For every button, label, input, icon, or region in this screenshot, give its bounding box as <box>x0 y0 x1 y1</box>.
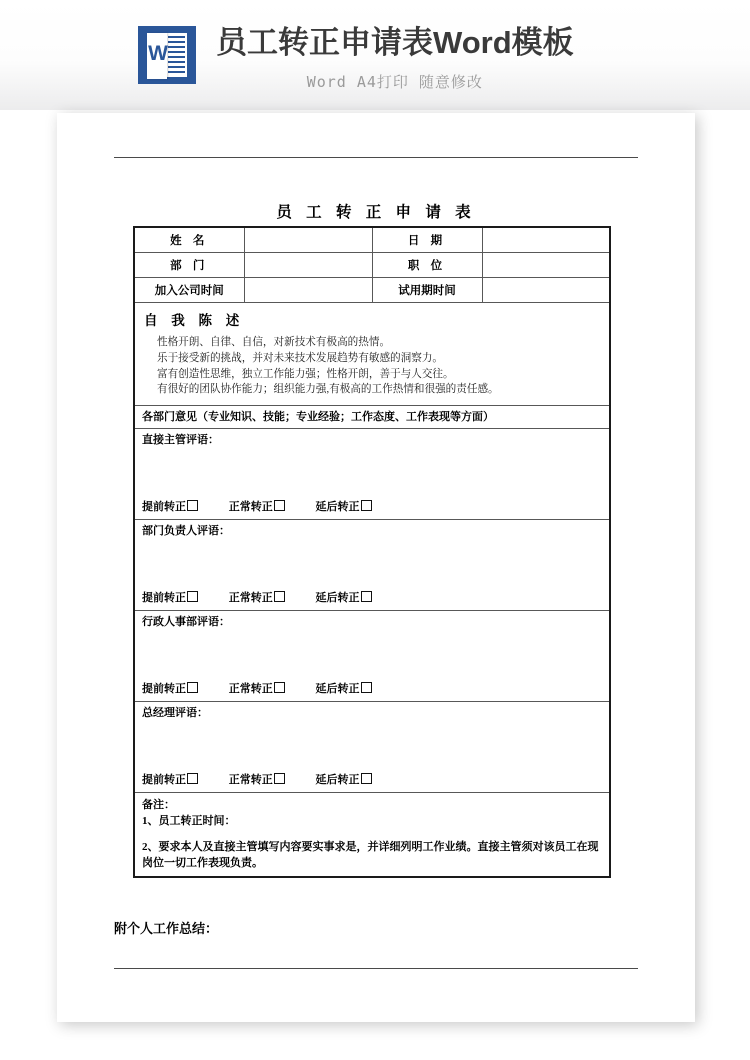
option-label: 正常转正 <box>228 774 273 786</box>
remarks-spacer <box>142 829 603 839</box>
comment-options <box>135 773 609 792</box>
option-normal-confirm[interactable] <box>229 773 285 788</box>
self-statement-line: 有很好的团队协作能力；组织能力强,有极高的工作热情和很强的责任感。 <box>157 384 499 395</box>
remarks-item-2: 2、要求本人及直接主管填写内容要实事求是，并详细列明工作业绩。直接主管须对该员工在现岗位一切工作表现负责。 <box>142 841 599 869</box>
comment-section-row <box>134 611 610 702</box>
option-early-confirm[interactable] <box>142 500 198 515</box>
remarks-title: 备注： <box>142 799 175 811</box>
departments-opinion-header: 各部门意见（专业知识、技能；专业经验；工作态度、工作表现等方面） <box>134 406 610 429</box>
checkbox-icon[interactable] <box>274 682 285 693</box>
header-rule <box>114 157 638 158</box>
checkbox-icon[interactable] <box>187 773 198 784</box>
comment-label: 总经理评语： <box>142 707 208 719</box>
option-label: 延后转正 <box>315 592 360 604</box>
banner-content <box>138 24 574 92</box>
comment-input-area[interactable] <box>135 539 609 591</box>
comment-section-row <box>134 702 610 793</box>
option-label: 正常转正 <box>228 683 273 695</box>
field-value-join-date[interactable] <box>244 278 372 303</box>
comment-input-area[interactable] <box>135 630 609 682</box>
field-value-name[interactable] <box>244 227 372 253</box>
option-label: 提前转正 <box>142 683 186 695</box>
option-normal-confirm[interactable] <box>229 500 285 515</box>
self-statement-title: 自 我 陈 述 <box>144 313 245 328</box>
option-delayed-confirm[interactable] <box>316 591 372 606</box>
banner-text-group <box>216 24 574 92</box>
comment-options <box>135 500 609 519</box>
comment-section-general-manager <box>134 702 610 793</box>
option-label: 提前转正 <box>142 592 186 604</box>
comment-section-department-head <box>134 520 610 611</box>
comment-section-hr-admin <box>134 611 610 702</box>
checkbox-icon[interactable] <box>361 682 372 693</box>
option-label: 提前转正 <box>142 501 186 513</box>
option-label: 延后转正 <box>315 774 360 786</box>
remarks-cell <box>134 793 610 878</box>
option-early-confirm[interactable] <box>142 773 198 788</box>
banner-title: 员工转正申请表Word模板 <box>216 25 574 60</box>
checkbox-icon[interactable] <box>187 500 198 511</box>
table-row <box>134 278 610 303</box>
checkbox-icon[interactable] <box>361 591 372 602</box>
comment-input-area[interactable] <box>135 721 609 773</box>
attachment-label: 附个人工作总结： <box>114 921 219 936</box>
self-statement-row <box>134 303 610 406</box>
option-delayed-confirm[interactable] <box>316 500 372 515</box>
document-title: 员 工 转 正 申 请 表 <box>276 204 476 221</box>
self-statement-cell <box>134 303 610 406</box>
checkbox-icon[interactable] <box>274 500 285 511</box>
application-form-table <box>133 226 611 878</box>
comment-section-row <box>134 520 610 611</box>
checkbox-icon[interactable] <box>187 591 198 602</box>
field-value-department[interactable] <box>244 253 372 278</box>
footer-rule <box>114 968 638 969</box>
word-icon-lines <box>168 36 185 74</box>
field-value-position[interactable] <box>482 253 610 278</box>
comment-section-row <box>134 429 610 520</box>
remarks-row <box>134 793 610 878</box>
checkbox-icon[interactable] <box>361 773 372 784</box>
self-statement-line: 乐于接受新的挑战，并对未来技术发展趋势有敏感的洞察力。 <box>157 353 444 364</box>
remarks-item-1: 1、员工转正时间： <box>142 815 236 827</box>
option-delayed-confirm[interactable] <box>316 773 372 788</box>
option-label: 正常转正 <box>228 592 273 604</box>
word-app-icon <box>138 26 196 84</box>
checkbox-icon[interactable] <box>274 591 285 602</box>
page-banner <box>0 0 750 110</box>
self-statement-line: 性格开朗、自律、自信，对新技术有极高的热情。 <box>157 337 391 348</box>
checkbox-icon[interactable] <box>361 500 372 511</box>
field-value-probation[interactable] <box>482 278 610 303</box>
self-statement-line: 富有创造性思维，独立工作能力强；性格开朗，善于与人交往。 <box>157 369 454 380</box>
checkbox-icon[interactable] <box>187 682 198 693</box>
field-label-join-date: 加入公司时间 <box>134 278 244 303</box>
option-label: 提前转正 <box>142 774 186 786</box>
comment-label: 部门负责人评语： <box>142 525 230 537</box>
field-label-probation: 试用期时间 <box>372 278 482 303</box>
banner-subtitle: Word A4打印 随意修改 <box>306 73 483 91</box>
document-body <box>57 113 695 1022</box>
option-label: 延后转正 <box>315 501 360 513</box>
field-label-position: 职 位 <box>372 253 482 278</box>
option-label: 正常转正 <box>228 501 273 513</box>
departments-header-row <box>134 406 610 429</box>
comment-section-direct-supervisor <box>134 429 610 520</box>
option-early-confirm[interactable] <box>142 591 198 606</box>
table-row <box>134 227 610 253</box>
option-normal-confirm[interactable] <box>229 682 285 697</box>
field-label-name: 姓 名 <box>134 227 244 253</box>
table-row <box>134 253 610 278</box>
comment-label: 行政人事部评语： <box>142 616 230 628</box>
option-normal-confirm[interactable] <box>229 591 285 606</box>
field-label-department: 部 门 <box>134 253 244 278</box>
comment-options <box>135 591 609 610</box>
field-value-date[interactable] <box>482 227 610 253</box>
option-early-confirm[interactable] <box>142 682 198 697</box>
option-label: 延后转正 <box>315 683 360 695</box>
comment-label: 直接主管评语： <box>142 434 219 446</box>
comment-options <box>135 682 609 701</box>
option-delayed-confirm[interactable] <box>316 682 372 697</box>
document-page <box>57 113 695 1022</box>
comment-input-area[interactable] <box>135 448 609 500</box>
word-icon-letter: W <box>148 42 168 65</box>
field-label-date: 日 期 <box>372 227 482 253</box>
checkbox-icon[interactable] <box>274 773 285 784</box>
